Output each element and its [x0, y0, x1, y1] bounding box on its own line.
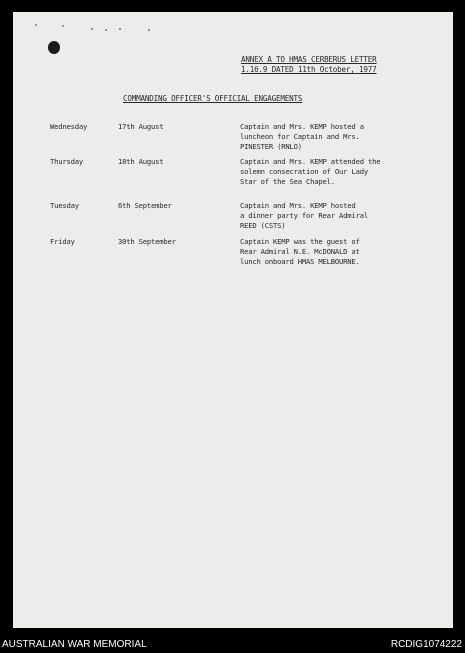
paper-speck: [119, 28, 121, 30]
engagement-date: 30th September: [118, 237, 176, 246]
punch-hole: [48, 41, 60, 54]
paper-speck: [105, 29, 107, 31]
engagement-day: Wednesday: [50, 122, 88, 131]
description-line: luncheon for Captain and Mrs.: [240, 132, 360, 141]
paper-speck: [148, 29, 150, 31]
paper-speck: [91, 28, 93, 30]
engagement-date: 6th September: [118, 201, 172, 210]
archive-footer: [0, 637, 465, 653]
paper-speck: [35, 24, 37, 26]
engagement-day: Tuesday: [50, 201, 79, 210]
document-page: [13, 12, 453, 628]
archive-id: RCDIG1074222: [390, 639, 462, 650]
description-line: solemn consecration of Our Lady: [240, 167, 368, 176]
description-line: Captain KEMP was the guest of: [240, 237, 360, 246]
engagement-date: 18th August: [118, 157, 164, 166]
description-line: PINESTER (RNLO): [240, 142, 302, 151]
description-line: lunch onboard HMAS MELBOURNE.: [240, 257, 360, 266]
paper-speck: [62, 25, 64, 27]
document-title: COMMANDING OFFICER'S OFFICIAL ENGAGEMENTS: [123, 94, 303, 103]
engagement-date: 17th August: [118, 122, 164, 131]
annex-reference: [241, 55, 377, 75]
annex-line-1: ANNEX A TO HMAS CERBERUS LETTER: [241, 55, 377, 64]
description-line: Rear Admiral N.E. McDONALD at: [240, 247, 360, 256]
description-line: Captain and Mrs. KEMP hosted: [240, 201, 356, 210]
description-line: Captain and Mrs. KEMP hosted a: [240, 122, 364, 131]
description-line: Captain and Mrs. KEMP attended the: [240, 157, 381, 166]
engagement-day: Thursday: [50, 157, 84, 166]
description-line: REED (CSTS): [240, 221, 286, 230]
engagement-day: Friday: [50, 237, 75, 246]
engagement-description: [240, 201, 400, 231]
engagement-description: [240, 237, 400, 267]
description-line: Star of the Sea Chapel.: [240, 177, 335, 186]
engagement-description: [240, 157, 400, 187]
archive-name: AUSTRALIAN WAR MEMORIAL: [2, 639, 147, 650]
description-line: a dinner party for Rear Admiral: [240, 211, 368, 220]
engagement-description: [240, 122, 400, 152]
annex-line-2: 1.16.9 DATED 11th October, 1977: [241, 65, 377, 74]
